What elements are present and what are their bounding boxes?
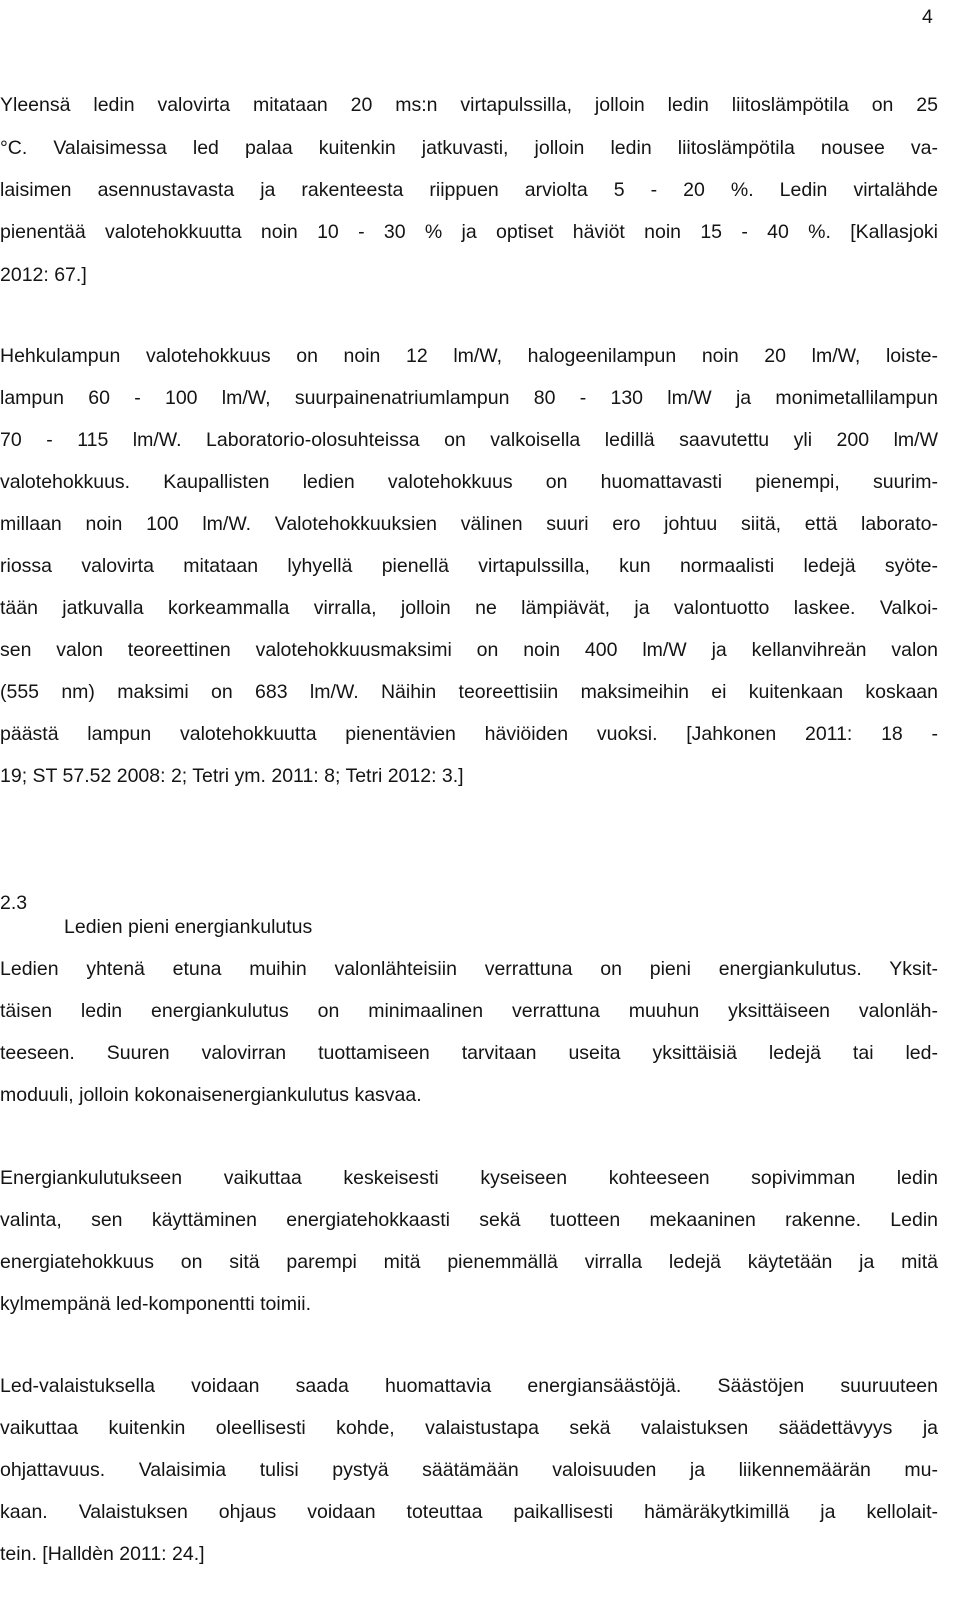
text-line: sen valon teoreettinen valotehokkuusmaksimi on noin 400 lm/W ja kellanvihreän valon bbox=[0, 639, 938, 661]
text-line: lampun 60 - 100 lm/W, suurpainenatriumlampun 80 - 130 lm/W ja monimetallilampun bbox=[0, 387, 938, 409]
text-line: energiatehokkuus on sitä parempi mitä pienemmällä virralla ledejä käytetään ja mitä bbox=[0, 1251, 938, 1273]
text-line: valotehokkuus. Kaupallisten ledien valotehokkuus on huomattavasti pienempi, suurim- bbox=[0, 471, 938, 493]
section-number: 2.3 bbox=[0, 892, 28, 914]
text-line: 19; ST 57.52 2008: 2; Tetri ym. 2011: 8; Tetri 2012: 3.] bbox=[0, 765, 464, 787]
text-line: täisen ledin energiankulutus on minimaalinen verrattuna muuhun yksittäiseen valonläh- bbox=[0, 1000, 938, 1022]
text-line: päästä lampun valotehokkuutta pienentävien häviöiden vuoksi. [Jahkonen 2011: 18 - bbox=[0, 723, 938, 745]
text-line: Hehkulampun valotehokkuus on noin 12 lm/W, halogeenilampun noin 20 lm/W, loiste- bbox=[0, 345, 938, 367]
text-line: 70 - 115 lm/W. Laboratorio-olosuhteissa on valkoisella ledillä saavutettu yli 200 lm/W bbox=[0, 429, 938, 451]
text-line: °C. Valaisimessa led palaa kuitenkin jatkuvasti, jolloin ledin liitoslämpötila nousee va- bbox=[0, 137, 938, 159]
page-number: 4 bbox=[922, 6, 933, 28]
text-line: moduuli, jolloin kokonaisenergiankulutus kasvaa. bbox=[0, 1084, 422, 1106]
text-line: Ledien yhtenä etuna muihin valonlähteisiin verrattuna on pieni energiankulutus. Yksit- bbox=[0, 958, 938, 980]
text-line: laisimen asennustavasta ja rakenteesta riippuen arviolta 5 - 20 %. Ledin virtalähde bbox=[0, 179, 938, 201]
text-line: teeseen. Suuren valovirran tuottamiseen tarvitaan useita yksittäisiä ledejä tai led- bbox=[0, 1042, 938, 1064]
text-line: vaikuttaa kuitenkin oleellisesti kohde, valaistustapa sekä valaistuksen säädettävyys ja bbox=[0, 1417, 938, 1439]
text-line: Yleensä ledin valovirta mitataan 20 ms:n virtapulssilla, jolloin ledin liitoslämpötila on 25 bbox=[0, 94, 938, 116]
text-line: kylmempänä led-komponentti toimii. bbox=[0, 1293, 312, 1315]
text-line: pienentää valotehokkuutta noin 10 - 30 % ja optiset häviöt noin 15 - 40 %. [Kallasjoki bbox=[0, 221, 938, 243]
text-line: tein. [Halldèn 2011: 24.] bbox=[0, 1543, 205, 1565]
text-line: tään jatkuvalla korkeammalla virralla, jolloin ne lämpiävät, ja valontuotto laskee. Valkoi- bbox=[0, 597, 938, 619]
text-line: Energiankulutukseen vaikuttaa keskeisesti kyseiseen kohteeseen sopivimman ledin bbox=[0, 1167, 938, 1189]
text-line: 2012: 67.] bbox=[0, 264, 87, 286]
text-line: riossa valovirta mitataan lyhyellä pienellä virtapulssilla, kun normaalisti ledejä syöte- bbox=[0, 555, 938, 577]
section-heading bbox=[0, 867, 313, 939]
text-line: ohjattavuus. Valaisimia tulisi pystyä säätämään valoisuuden ja liikennemäärän mu- bbox=[0, 1459, 938, 1481]
text-line: (555 nm) maksimi on 683 lm/W. Näihin teoreettisiin maksimeihin ei kuitenkaan koskaan bbox=[0, 681, 938, 703]
text-line: millaan noin 100 lm/W. Valotehokkuuksien välinen suuri ero johtuu siitä, että laborato- bbox=[0, 513, 938, 535]
text-line: Led-valaistuksella voidaan saada huomattavia energiansäästöjä. Säästöjen suuruuteen bbox=[0, 1375, 938, 1397]
text-line: kaan. Valaistuksen ohjaus voidaan toteuttaa paikallisesti hämäräkytkimillä ja kellolait- bbox=[0, 1501, 938, 1523]
text-line: valinta, sen käyttäminen energiatehokkaasti sekä tuotteen mekaaninen rakenne. Ledin bbox=[0, 1209, 938, 1231]
section-title: Ledien pieni energiankulutus bbox=[64, 916, 313, 938]
